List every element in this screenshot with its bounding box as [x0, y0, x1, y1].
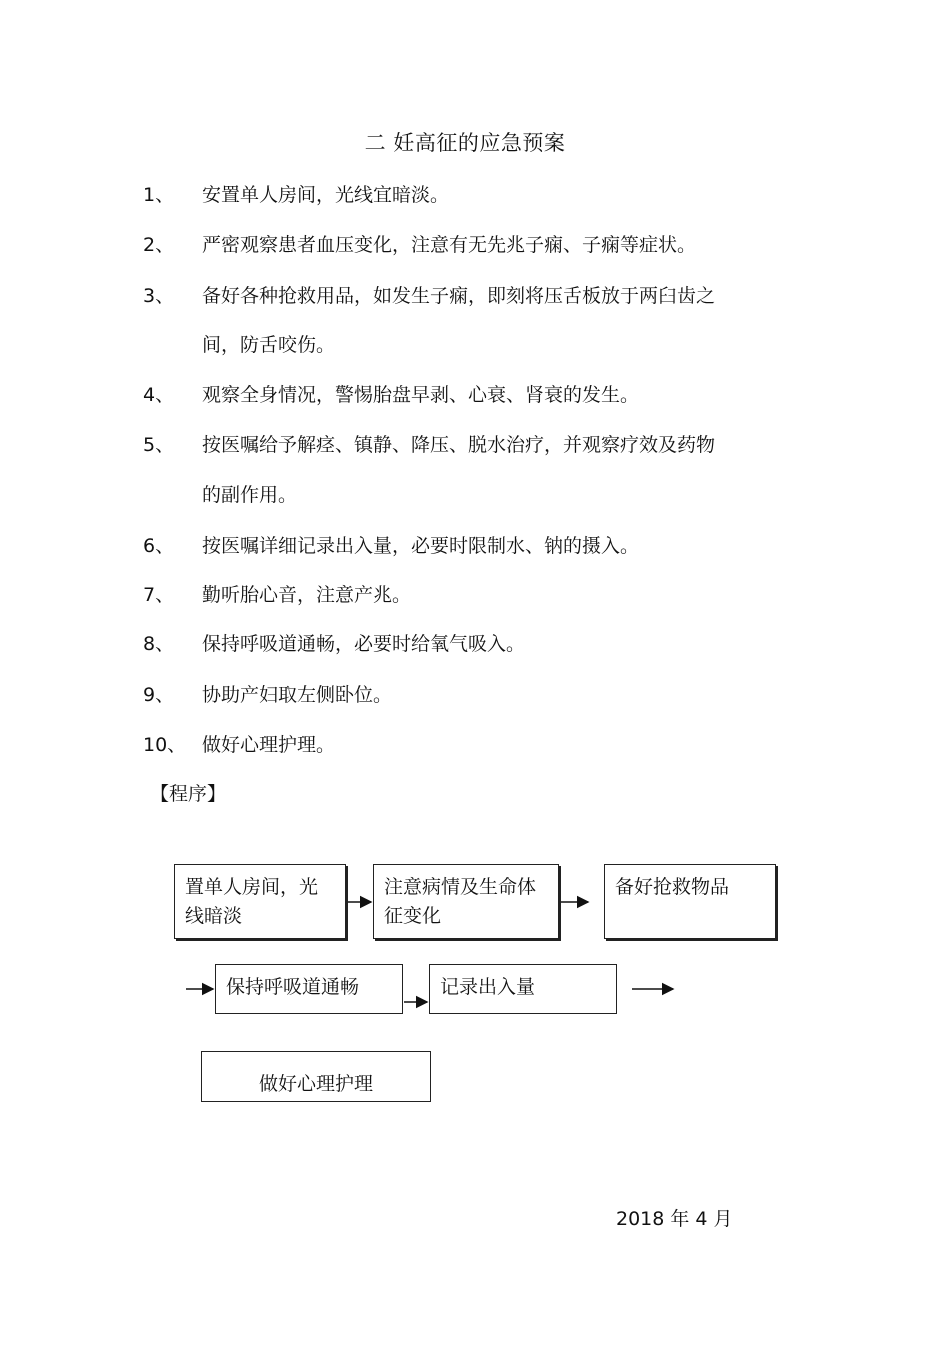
- item-text: 勤听胎心音，注意产兆。: [202, 584, 412, 606]
- item-number: 1、: [143, 184, 175, 206]
- item-text: 做好心理护理。: [202, 734, 336, 756]
- item-text: 的副作用。: [202, 484, 298, 506]
- item-number: 7、: [143, 584, 175, 606]
- item-number: 6、: [143, 535, 175, 557]
- item-text: 保持呼吸道通畅，必要时给氧气吸入。: [202, 633, 526, 655]
- item-text: 安置单人房间，光线宜暗淡。: [202, 184, 450, 206]
- item-text: 按医嘱详细记录出入量，必要时限制水、钠的摄入。: [202, 535, 640, 557]
- item-number: 8、: [143, 633, 175, 655]
- item-text: 观察全身情况，警惕胎盘早剥、心衰、肾衰的发生。: [202, 384, 640, 406]
- item-number: 3、: [143, 285, 175, 307]
- flow-box-room: 置单人房间，光线暗淡: [174, 864, 346, 939]
- item-number: 2、: [143, 234, 175, 256]
- flow-box-psych-care: 做好心理护理: [201, 1051, 431, 1102]
- item-number: 10、: [143, 734, 187, 756]
- flow-box-supplies: 备好抢救物品: [604, 864, 776, 939]
- flow-box-airway: 保持呼吸道通畅: [215, 964, 403, 1014]
- item-number: 9、: [143, 684, 175, 706]
- flow-box-vitals: 注意病情及生命体征变化: [373, 864, 559, 939]
- flow-box-intake-output: 记录出入量: [429, 964, 617, 1014]
- item-number: 4、: [143, 384, 175, 406]
- item-text: 协助产妇取左侧卧位。: [202, 684, 393, 706]
- item-text: 备好各种抢救用品，如发生子痫，即刻将压舌板放于两臼齿之: [202, 285, 716, 307]
- item-text: 按医嘱给予解痉、镇静、降压、脱水治疗，并观察疗效及药物: [202, 434, 716, 456]
- section-heading: 【程序】: [150, 783, 227, 805]
- item-text: 间，防舌咬伤。: [202, 334, 336, 356]
- document-title: 二 妊高征的应急预案: [364, 131, 566, 155]
- item-number: 5、: [143, 434, 175, 456]
- item-text: 严密观察患者血压变化，注意有无先兆子痫、子痫等症状。: [202, 234, 697, 256]
- document-date: 2018 年 4 月: [616, 1208, 733, 1230]
